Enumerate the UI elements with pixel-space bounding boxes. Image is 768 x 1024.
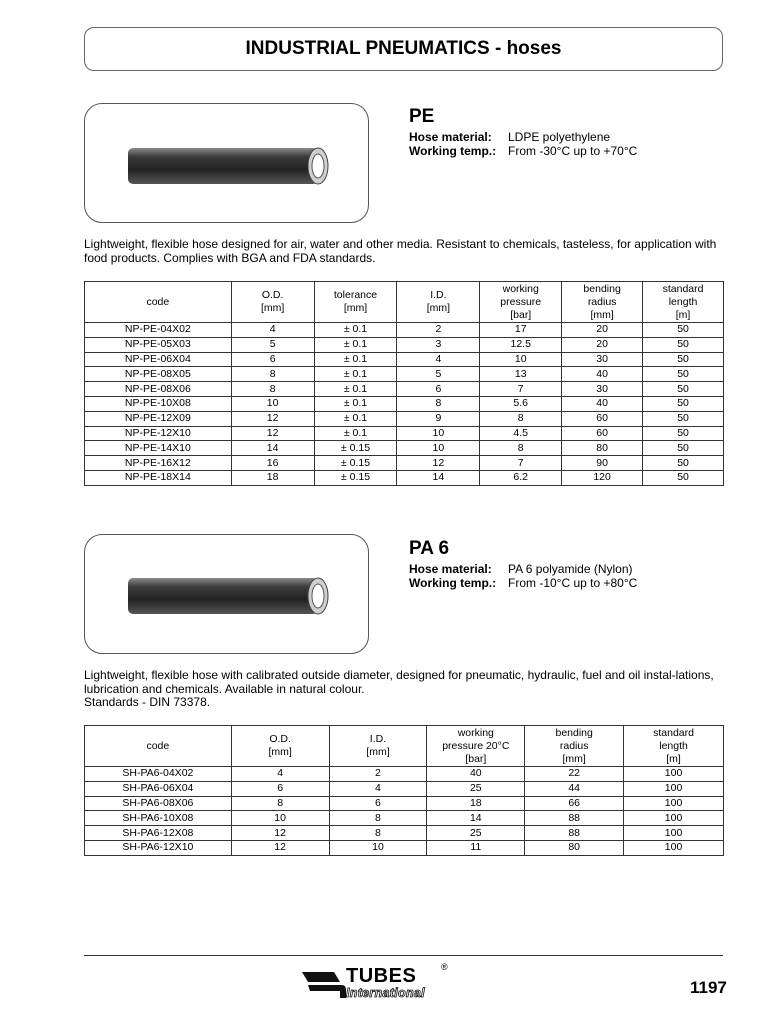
header-line: working [502, 282, 539, 295]
page-title: INDUSTRIAL PNEUMATICS - hoses [245, 38, 562, 59]
header-line: [mm] [426, 302, 451, 314]
table-cell: NP-PE-08X06 [85, 382, 232, 397]
table-row [85, 781, 724, 796]
table-cell: SH-PA6-08X06 [85, 796, 232, 811]
table-cell: 50 [643, 411, 724, 426]
pa6-temp-value: From -10°C up to +80°C [508, 576, 638, 590]
header-line: [mm] [343, 302, 368, 314]
pa6-table-body [85, 767, 724, 856]
table-cell: 12 [231, 826, 329, 841]
table-row [85, 840, 724, 855]
header-line: length [659, 739, 688, 752]
header-line: standard [662, 282, 704, 295]
table-cell: 11 [427, 840, 525, 855]
table-cell: 30 [562, 352, 643, 367]
table-cell: 50 [643, 396, 724, 411]
table-cell: 90 [562, 456, 643, 471]
logo-registered-mark: ® [441, 962, 448, 972]
table-row [85, 382, 724, 397]
table-cell: 50 [643, 426, 724, 441]
table-cell: ± 0.1 [314, 323, 397, 338]
table-cell: NP-PE-12X10 [85, 426, 232, 441]
table-cell: SH-PA6-12X10 [85, 840, 232, 855]
footer-divider [84, 955, 723, 956]
table-cell: 8 [231, 382, 314, 397]
header-line: pressure 20°C [442, 739, 510, 752]
pe-specs [409, 130, 637, 158]
table-cell: 25 [427, 781, 525, 796]
table-cell: 10 [480, 352, 562, 367]
table-cell: ± 0.1 [314, 396, 397, 411]
table-cell: 6 [397, 382, 480, 397]
pe-table-header-row [85, 282, 724, 323]
table-row [85, 796, 724, 811]
table-row [85, 396, 724, 411]
pe-col-header [397, 282, 480, 323]
table-row [85, 323, 724, 338]
header-line: I.D. [430, 289, 447, 301]
pa6-description [84, 669, 734, 710]
header-line: O.D. [261, 289, 284, 301]
pa6-table [84, 725, 724, 856]
pe-temp-value: From -30°C up to +70°C [508, 144, 638, 158]
table-cell: 40 [427, 767, 525, 782]
table-cell: NP-PE-12X09 [85, 411, 232, 426]
header-line: code [146, 739, 170, 752]
pe-col-header [562, 282, 643, 323]
table-cell: ± 0.1 [314, 382, 397, 397]
header-line: pressure [500, 295, 542, 308]
header-line: length [668, 295, 698, 308]
header-line: code [146, 295, 170, 308]
table-cell: 14 [397, 470, 480, 485]
logo-brand-text: TUBES [346, 965, 417, 987]
table-cell: 10 [397, 426, 480, 441]
table-cell: 6 [231, 781, 329, 796]
header-line: [m] [666, 752, 681, 765]
table-cell: 10 [397, 441, 480, 456]
table-cell: 12 [231, 411, 314, 426]
pa6-standards-text: Standards - DIN 73378. [84, 695, 211, 709]
table-cell: 8 [231, 796, 329, 811]
table-cell: 66 [525, 796, 624, 811]
table-cell: 40 [562, 367, 643, 382]
table-cell: 6 [329, 796, 427, 811]
header-line: [m] [675, 308, 691, 321]
table-cell: 100 [624, 781, 724, 796]
table-cell: NP-PE-18X14 [85, 470, 232, 485]
table-cell: SH-PA6-06X04 [85, 781, 232, 796]
table-cell: SH-PA6-04X02 [85, 767, 232, 782]
header-line: working [457, 726, 494, 739]
table-cell: 8 [480, 441, 562, 456]
table-cell: 12 [397, 456, 480, 471]
table-cell: 13 [480, 367, 562, 382]
table-cell: 8 [397, 396, 480, 411]
table-cell: ± 0.1 [314, 337, 397, 352]
pe-section-title: PE [409, 106, 435, 127]
table-cell: 6.2 [480, 470, 562, 485]
table-cell: 8 [329, 826, 427, 841]
table-cell: 9 [397, 411, 480, 426]
tubes-international-logo [300, 962, 450, 1003]
table-cell: ± 0.1 [314, 426, 397, 441]
pa6-col-header [231, 726, 329, 767]
pa6-temp-label: Working temp.: [409, 576, 497, 590]
table-cell: 5 [397, 367, 480, 382]
table-cell: 8 [480, 411, 562, 426]
table-cell: 2 [329, 767, 427, 782]
table-cell: 20 [562, 337, 643, 352]
table-cell: 8 [231, 367, 314, 382]
table-cell: 14 [231, 441, 314, 456]
header-line: [bar] [510, 308, 532, 321]
table-cell: ± 0.1 [314, 352, 397, 367]
pe-col-header [643, 282, 724, 323]
table-cell: NP-PE-05X03 [85, 337, 232, 352]
table-cell: SH-PA6-12X08 [85, 826, 232, 841]
table-cell: 50 [643, 337, 724, 352]
table-row [85, 426, 724, 441]
table-cell: 60 [562, 411, 643, 426]
header-line: bending [555, 726, 593, 739]
table-cell: 14 [427, 811, 525, 826]
table-cell: 10 [231, 811, 329, 826]
pe-hose-illustration [124, 145, 334, 187]
pa6-material-label: Hose material: [409, 562, 492, 576]
table-cell: ± 0.1 [314, 367, 397, 382]
pe-description: Lightweight, flexible hose designed for air, water and other media. Resistant to chemicals, tasteless, for application with food products. Complies with BGA and FDA standards. [84, 237, 717, 265]
table-cell: 100 [624, 840, 724, 855]
table-cell: 4 [231, 323, 314, 338]
pa6-specs [409, 562, 637, 590]
table-cell: 80 [525, 840, 624, 855]
table-cell: 12.5 [480, 337, 562, 352]
table-cell: 60 [562, 426, 643, 441]
header-line: O.D. [269, 733, 291, 745]
table-cell: NP-PE-04X02 [85, 323, 232, 338]
pa6-col-header [427, 726, 525, 767]
table-row [85, 337, 724, 352]
header-line: [mm] [590, 308, 614, 321]
page-number: 1197 [690, 978, 727, 997]
pe-material-value: LDPE polyethylene [508, 130, 611, 144]
pa6-hose-illustration [124, 575, 334, 617]
table-cell: 100 [624, 767, 724, 782]
table-cell: 100 [624, 796, 724, 811]
table-cell: 12 [231, 840, 329, 855]
table-cell: 7 [480, 456, 562, 471]
pa6-description-text: Lightweight, flexible hose with calibrated outside diameter, designed for pneumatic, hydraulic, fuel and oil instal-lations, lubrication and chemicals. Available in natural colour. [84, 668, 714, 696]
header-line: bending [583, 282, 621, 295]
table-cell: 5.6 [480, 396, 562, 411]
table-cell: NP-PE-10X08 [85, 396, 232, 411]
table-row [85, 456, 724, 471]
header-line: radius [587, 295, 617, 308]
table-cell: 50 [643, 352, 724, 367]
table-cell: 17 [480, 323, 562, 338]
table-cell: 2 [397, 323, 480, 338]
table-row [85, 470, 724, 485]
table-cell: 50 [643, 323, 724, 338]
table-cell: ± 0.15 [314, 470, 397, 485]
pe-temp-label: Working temp.: [409, 144, 497, 158]
table-cell: 4 [397, 352, 480, 367]
table-cell: 40 [562, 396, 643, 411]
pa6-section-title: PA 6 [409, 538, 450, 559]
pa6-material-value: PA 6 polyamide (Nylon) [508, 562, 633, 576]
table-cell: ± 0.1 [314, 411, 397, 426]
table-cell: 18 [231, 470, 314, 485]
header-line: I.D. [369, 733, 387, 745]
table-cell: 30 [562, 382, 643, 397]
table-cell: 88 [525, 826, 624, 841]
header-line: radius [559, 739, 589, 752]
table-cell: NP-PE-14X10 [85, 441, 232, 456]
table-cell: 50 [643, 456, 724, 471]
table-cell: 22 [525, 767, 624, 782]
table-cell: 80 [562, 441, 643, 456]
pe-material-label: Hose material: [409, 130, 492, 144]
table-cell: 6 [231, 352, 314, 367]
pa6-col-header [85, 726, 232, 767]
table-cell: 20 [562, 323, 643, 338]
header-line: [mm] [268, 746, 292, 758]
header-line: standard [653, 726, 694, 739]
table-cell: NP-PE-16X12 [85, 456, 232, 471]
table-cell: 120 [562, 470, 643, 485]
table-cell: 50 [643, 382, 724, 397]
table-cell: ± 0.15 [314, 441, 397, 456]
table-cell: 18 [427, 796, 525, 811]
pa6-table-header-row [85, 726, 724, 767]
pe-col-header [480, 282, 562, 323]
table-row [85, 826, 724, 841]
table-cell: 25 [427, 826, 525, 841]
table-cell: 100 [624, 811, 724, 826]
pa6-col-header [329, 726, 427, 767]
header-line: tolerance [333, 289, 378, 301]
table-cell: 4 [329, 781, 427, 796]
table-row [85, 441, 724, 456]
table-cell: 4.5 [480, 426, 562, 441]
table-cell: 12 [231, 426, 314, 441]
table-cell: 16 [231, 456, 314, 471]
logo-sub-text: International [346, 986, 425, 1000]
table-cell: NP-PE-06X04 [85, 352, 232, 367]
table-cell: 50 [643, 367, 724, 382]
table-cell: 4 [231, 767, 329, 782]
table-row [85, 411, 724, 426]
header-line: [mm] [260, 302, 285, 314]
table-cell: 44 [525, 781, 624, 796]
table-cell: 5 [231, 337, 314, 352]
table-row [85, 767, 724, 782]
pe-col-header [314, 282, 397, 323]
table-cell: 50 [643, 470, 724, 485]
header-line: [bar] [465, 752, 487, 765]
pa6-col-header [624, 726, 724, 767]
page-title-box [84, 27, 723, 71]
table-cell: 10 [231, 396, 314, 411]
table-cell: ± 0.15 [314, 456, 397, 471]
header-line: [mm] [562, 752, 586, 765]
pe-table-body [85, 323, 724, 486]
table-row [85, 367, 724, 382]
table-row [85, 811, 724, 826]
table-cell: 10 [329, 840, 427, 855]
pe-table [84, 281, 724, 486]
table-cell: 100 [624, 826, 724, 841]
table-cell: 8 [329, 811, 427, 826]
table-cell: NP-PE-08X05 [85, 367, 232, 382]
table-cell: SH-PA6-10X08 [85, 811, 232, 826]
pa6-col-header [525, 726, 624, 767]
table-cell: 7 [480, 382, 562, 397]
table-cell: 88 [525, 811, 624, 826]
table-row [85, 352, 724, 367]
table-cell: 50 [643, 441, 724, 456]
pe-col-header [85, 282, 232, 323]
pe-col-header [231, 282, 314, 323]
table-cell: 3 [397, 337, 480, 352]
header-line: [mm] [366, 746, 390, 758]
